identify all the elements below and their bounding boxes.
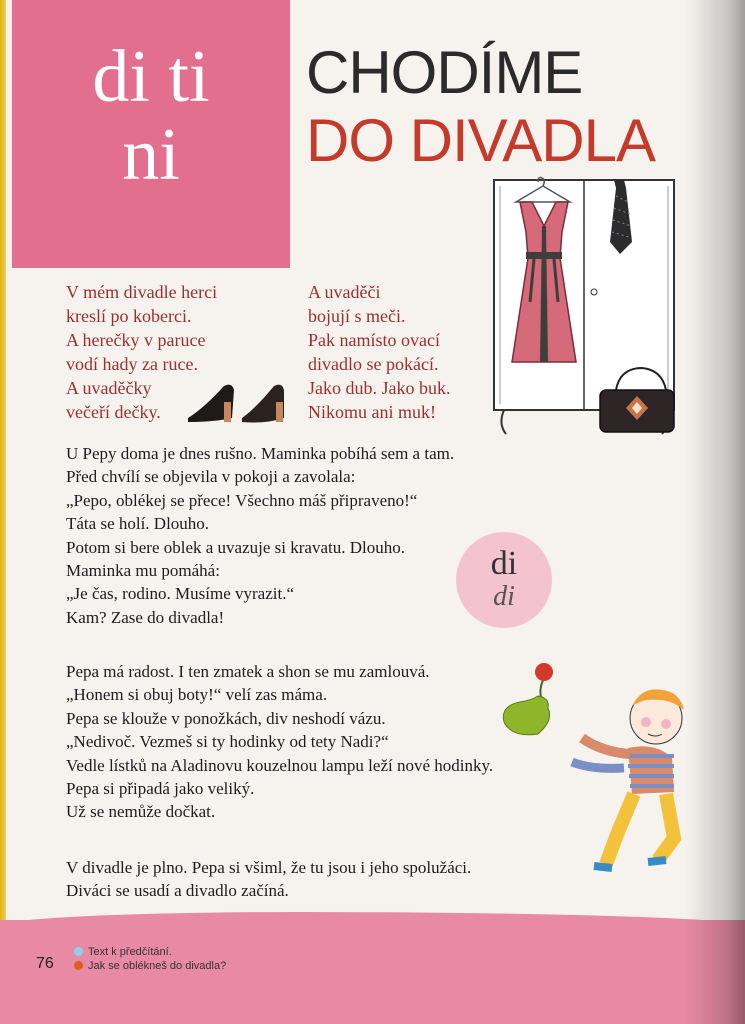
poem-line: večeří dečky. [66, 402, 161, 422]
poem-line: kreslí po koberci. [66, 306, 192, 326]
poem-line: Pak namísto ovací [308, 330, 440, 350]
poem-line: vodí hady za ruce. [66, 354, 198, 374]
poem-line: A uvaděči [308, 282, 381, 302]
story-line: „Pepo, oblékej se přece! Všechno máš připraveno!“ [66, 490, 418, 510]
poem-line: A herečky v paruce [66, 330, 206, 350]
legend-dot-icon [74, 961, 83, 970]
story-line: V divadle je plno. Pepa si všiml, že tu jsou i jeho spolužáci. [66, 858, 472, 877]
syllable-line-1: di ti [92, 36, 210, 118]
story-line: Vedle lístků na Aladinovu kouzelnou lampu leží nové hodinky. [66, 755, 494, 775]
poem-line: V mém divadle herci [66, 282, 218, 302]
story-line: Potom si bere oblek a uvazuje si kravatu. Dlouho. [66, 537, 405, 557]
story-line: Diváci se usadí a divadlo začíná. [66, 881, 289, 901]
page-number: 76 [36, 955, 54, 972]
vase-illustration [498, 660, 568, 740]
syllable-heading [12, 38, 290, 194]
syllable-badge [456, 532, 552, 628]
page-fold-shadow [685, 0, 745, 1024]
poem-line: A uvaděčky [66, 378, 152, 398]
story-line: Pepa se klouže v ponožkách, div neshodí vázu. [66, 708, 386, 728]
story-paragraph-3 [66, 856, 471, 903]
page-title-line-2: DO DIVADLA [306, 107, 655, 174]
legend-item [74, 945, 226, 959]
syllable-badge-script: di [493, 581, 515, 612]
page-title-line-1: CHODÍME [306, 39, 583, 106]
syllable-badge-print: di [490, 545, 518, 582]
story-line: Už se nemůže dočkat. [66, 802, 216, 822]
poem-line: divadlo se pokácí. [308, 354, 439, 374]
legend-text: Text k předčítání. [88, 946, 172, 958]
story-line: Táta se holí. Dlouho. [66, 514, 210, 534]
story-line: Pepa si připadá jako veliký. [66, 779, 255, 799]
poem-line: Jako dub. Jako buk. [308, 378, 451, 398]
legend-text: Jak se oblékneš do divadla? [88, 960, 227, 972]
wardrobe-illustration [486, 172, 686, 442]
story-line: „Honem si obuj boty!“ velí zas máma. [66, 685, 328, 705]
story-paragraph-1 [66, 442, 454, 629]
boy-illustration [562, 682, 702, 882]
poem-line: bojují s meči. [308, 306, 406, 326]
story-line: Kam? Zase do divadla! [66, 607, 225, 627]
story-line: U Pepy doma je dnes rušno. Maminka pobíhá sem a tam. [66, 444, 455, 463]
story-line: „Nedivoč. Vezmeš si ty hodinky od tety Nadi?“ [66, 732, 389, 752]
story-line: Před chvílí se objevila v pokoji a zavolala: [66, 467, 356, 487]
syllable-line-2: ni [122, 114, 180, 196]
legend-item [74, 959, 226, 973]
poem-right-column [308, 280, 451, 424]
footer-legend [74, 945, 226, 973]
story-line: „Je čas, rodino. Musíme vyrazit.“ [66, 584, 295, 604]
page-edge [0, 0, 6, 1024]
story-line: Pepa má radost. I ten zmatek a shon se mu zamlouvá. [66, 662, 430, 681]
legend-dot-icon [74, 947, 83, 956]
poem-left-column [66, 280, 217, 424]
story-line: Maminka mu pomáhá: [66, 561, 220, 581]
poem-line: Nikomu ani muk! [308, 402, 436, 422]
story-paragraph-2 [66, 660, 493, 824]
